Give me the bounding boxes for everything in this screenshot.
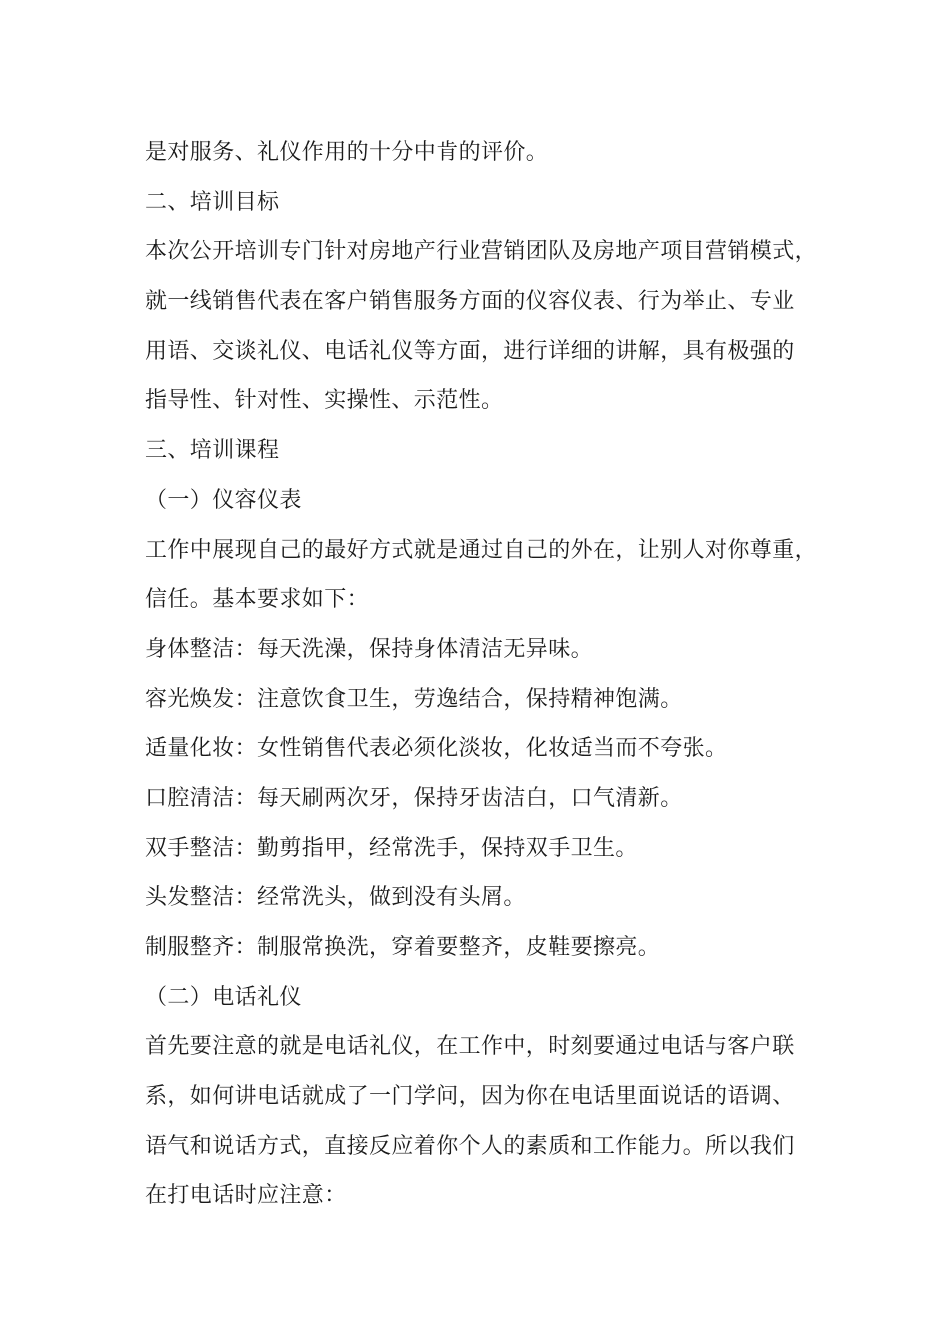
paragraph-line: 在打电话时应注意：	[145, 1183, 347, 1209]
requirement-item: 适量化妆：女性销售代表必须化淡妆，化妆适当而不夸张。	[145, 736, 728, 762]
paragraph-line: 用语、交谈礼仪、电话礼仪等方面，进行详细的讲解，具有极强的	[145, 338, 795, 364]
paragraph-line: 语气和说话方式，直接反应着你个人的素质和工作能力。所以我们	[145, 1133, 795, 1159]
paragraph-line: 系，如何讲电话就成了一门学问，因为你在电话里面说话的语调、	[145, 1084, 795, 1110]
subsection-heading-appearance: （一）仪容仪表	[145, 487, 302, 513]
section-heading-training-goals: 二、培训目标	[145, 189, 280, 215]
requirement-item: 头发整洁：经常洗头，做到没有头屑。	[145, 885, 526, 911]
paragraph-line-intro-end: 是对服务、礼仪作用的十分中肯的评价。	[145, 140, 549, 165]
requirement-item: 口腔清洁：每天刷两次牙，保持牙齿洁白，口气清新。	[145, 785, 683, 811]
paragraph-line: 指导性、针对性、实操性、示范性。	[145, 388, 504, 414]
requirement-item: 制服整齐：制服常换洗，穿着要整齐，皮鞋要擦亮。	[145, 935, 661, 960]
paragraph-line: 信任。基本要求如下：	[145, 587, 370, 613]
paragraph-line: 本次公开培训专门针对房地产行业营销团队及房地产项目营销模式，	[145, 239, 818, 265]
paragraph-line: 首先要注意的就是电话礼仪，在工作中，时刻要通过电话与客户联	[145, 1034, 795, 1060]
document-body	[145, 128, 818, 1221]
requirement-item: 身体整洁：每天洗澡，保持身体清洁无异味。	[145, 636, 594, 662]
requirement-item: 容光焕发：注意饮食卫生，劳逸结合，保持精神饱满。	[145, 686, 683, 712]
paragraph-line: 工作中展现自己的最好方式就是通过自己的外在，让别人对你尊重，	[145, 537, 818, 563]
requirement-item: 双手整洁：勤剪指甲，经常洗手，保持双手卫生。	[145, 835, 638, 861]
section-heading-training-courses: 三、培训课程	[145, 438, 280, 464]
paragraph-line: 就一线销售代表在客户销售服务方面的仪容仪表、行为举止、专业	[145, 289, 795, 315]
subsection-heading-phone-etiquette: （二）电话礼仪	[145, 984, 302, 1010]
